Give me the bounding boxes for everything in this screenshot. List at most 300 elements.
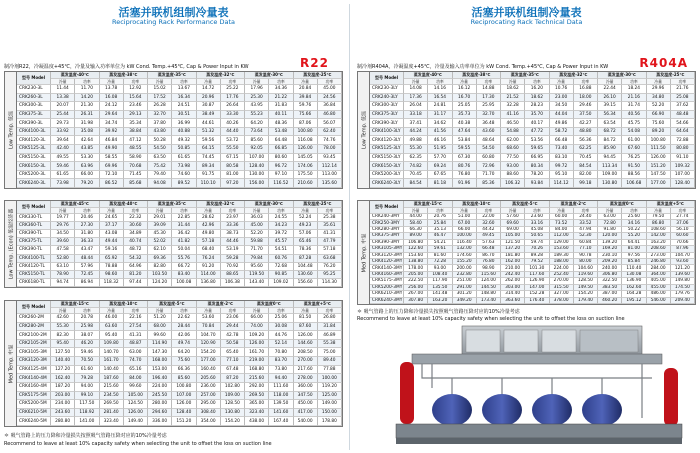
page-title-cn: 活塞并联机组制冷量表: [471, 6, 582, 19]
value-cell: 42.06: [172, 331, 196, 340]
value-cell: 256.00: [404, 285, 428, 291]
value-cell: 22.85: [172, 214, 196, 222]
column-subheader-capacity: 冷量: [100, 308, 124, 314]
value-cell: 57.18: [197, 238, 221, 246]
value-cell: 92.05: [245, 145, 269, 154]
value-cell: 110.40: [622, 265, 646, 271]
value-cell: 66.90: [647, 111, 671, 120]
value-cell: 46.89: [318, 331, 342, 340]
value-cell: 42.96: [197, 222, 221, 230]
value-cell: 48.87: [124, 340, 148, 349]
value-cell: 95.25: [318, 271, 342, 279]
value-cell: 124.50: [124, 400, 148, 409]
value-cell: 540.00: [294, 417, 318, 426]
value-cell: 72.88: [671, 136, 695, 145]
value-cell: 137.20: [501, 246, 525, 252]
column-header-temp: 蒸发温度-40℃: [100, 201, 149, 208]
column-subheader-capacity: 冷量: [148, 308, 172, 314]
column-header-temp: 蒸发温度-32℃: [197, 72, 246, 79]
value-cell: 291.00: [453, 285, 477, 291]
value-cell: 138.80: [404, 259, 428, 265]
value-cell: 153.00: [148, 366, 172, 375]
model-cell: CRK6210-3MY: [372, 291, 403, 297]
value-cell: 40.26: [221, 119, 245, 128]
value-cell: 53.30: [75, 154, 99, 163]
column-header-temp: 蒸发温度-15℃: [51, 301, 100, 308]
column-header-temp: 蒸发温度-2℃: [550, 201, 599, 208]
column-subheader-capacity: 冷量: [598, 208, 622, 214]
value-cell: 68.00: [148, 323, 172, 332]
value-cell: 24.65: [100, 214, 124, 222]
value-cell: 29.73: [51, 119, 75, 128]
value-cell: 75.66: [294, 111, 318, 120]
column-subheader-capacity: 冷量: [197, 208, 221, 214]
value-cell: 61.60: [75, 366, 99, 375]
column-header-model: 型号 Model: [17, 301, 51, 314]
value-cell: 89.20: [647, 128, 671, 137]
value-cell: 364.00: [647, 272, 671, 278]
value-cell: 75.60: [172, 357, 196, 366]
model-cell: CRK300-3LY: [370, 102, 404, 111]
value-cell: 11.44: [51, 85, 75, 94]
value-cell: 104.48: [294, 263, 318, 271]
value-cell: 205.00: [404, 272, 428, 278]
value-cell: 59.61: [428, 246, 452, 252]
value-cell: 114.90: [148, 340, 172, 349]
value-cell: 20.84: [294, 85, 318, 94]
condition-note: 制冷剂R404A，冷凝温度+45℃，冷量及输入功率单位为 kW Cond. Temp.+45℃, Cap & Power Input in KW: [357, 64, 609, 70]
value-cell: 60.80: [477, 154, 501, 163]
value-cell: 22.62: [172, 314, 196, 323]
value-cell: 17.36: [404, 94, 428, 103]
value-cell: 71.45: [124, 171, 148, 180]
value-cell: 34.50: [51, 230, 75, 238]
value-cell: 109.00: [221, 392, 245, 401]
value-cell: 24.12: [100, 102, 124, 111]
value-cell: 48.48: [671, 111, 695, 120]
value-cell: 43.95: [245, 102, 269, 111]
value-cell: 120.00: [598, 233, 622, 239]
column-subheader-power: 功率: [172, 208, 196, 214]
column-header-temp: 蒸发温度+5℃: [294, 301, 343, 308]
value-cell: 79.20: [75, 179, 99, 188]
column-header-temp: 蒸发温度-45℃: [51, 201, 100, 208]
column-header-temp: 蒸发温度-5℃: [501, 201, 550, 208]
value-cell: 94.45: [598, 154, 622, 163]
section-label: [358, 72, 370, 188]
column-subheader-power: 功率: [221, 79, 245, 85]
value-cell: 210.00: [501, 265, 525, 271]
column-subheader-capacity: 冷量: [550, 208, 574, 214]
value-cell: 42.27: [574, 119, 598, 128]
value-cell: 26.28: [148, 102, 172, 111]
value-cell: 47.72: [525, 128, 549, 137]
value-cell: 87.96: [671, 246, 695, 252]
value-cell: 136.90: [622, 278, 646, 284]
value-cell: 72.96: [477, 162, 501, 171]
value-cell: 41.31: [318, 230, 342, 238]
column-header-temp: 蒸发温度-25℃: [294, 201, 343, 208]
value-cell: 70.45: [574, 154, 598, 163]
value-cell: 94.74: [51, 279, 75, 287]
model-cell: CRK375-3MY: [370, 233, 404, 239]
value-cell: 234.00: [51, 400, 75, 409]
value-cell: 44.76: [269, 331, 293, 340]
column-subheader-power: 功率: [172, 79, 196, 85]
value-cell: 73.52: [550, 220, 574, 226]
model-cell: CRK4140-3MY: [372, 265, 403, 271]
section-label-text: Med Temp. 中温: [361, 233, 367, 272]
value-cell: 71.70: [477, 171, 501, 180]
data-grid: [17, 72, 342, 188]
panel-divider: [349, 4, 350, 450]
value-cell: 72.68: [269, 263, 293, 271]
model-cell: CRK4125-4M: [17, 366, 51, 375]
value-cell: 232.80: [453, 272, 477, 278]
value-cell: 24.51: [172, 102, 196, 111]
value-cell: 363.60: [501, 298, 525, 304]
value-cell: 88.60: [501, 171, 525, 180]
value-cell: 97.44: [124, 279, 148, 287]
low-temp-table: [357, 71, 696, 189]
value-cell: 66.36: [172, 366, 196, 375]
value-cell: 68.72: [598, 128, 622, 137]
value-cell: 54.88: [501, 128, 525, 137]
value-cell: 31.98: [75, 119, 99, 128]
value-cell: 113.00: [318, 171, 342, 180]
model-cell: CRK6240-3MY: [372, 297, 403, 303]
value-cell: 22.32: [124, 214, 148, 222]
value-cell: 76.24: [197, 255, 221, 263]
column-subheader-power: 功率: [124, 308, 148, 314]
value-cell: 75.42: [148, 162, 172, 171]
value-cell: 126.90: [525, 278, 549, 284]
value-cell: 243.60: [51, 409, 75, 418]
value-cell: 91.10: [671, 154, 695, 163]
value-cell: 95.10: [550, 171, 574, 180]
value-cell: 12.92: [124, 85, 148, 94]
model-cell: CRK390-3MY: [370, 240, 404, 246]
value-cell: 130.80: [221, 409, 245, 418]
column-header-temp: 蒸发温度-5℃: [148, 301, 197, 308]
model-cell: CRK5200-3L: [17, 171, 51, 180]
value-cell: 86.94: [75, 279, 99, 287]
value-cell: 136.80: [197, 279, 221, 287]
condition-note: 制冷剂R22，冷凝温度+45℃，冷量及输入功率单位为 kW Cond. Temp.+45℃, Cap & Power Input in KW: [4, 64, 249, 70]
value-cell: 27.74: [671, 214, 695, 220]
value-cell: 31.17: [428, 111, 452, 120]
value-cell: 46.16: [428, 136, 452, 145]
value-cell: 50.85: [172, 145, 196, 154]
value-cell: 61.00: [622, 136, 646, 145]
value-cell: 73.64: [245, 128, 269, 137]
value-cell: 64.20: [172, 348, 196, 357]
value-cell: 16.20: [525, 85, 549, 94]
value-cell: 53.56: [525, 136, 549, 145]
value-cell: 36.48: [477, 119, 501, 128]
value-cell: 80.60: [269, 154, 293, 163]
model-cell: CRK260-2M: [17, 314, 51, 323]
value-cell: 76.25: [622, 154, 646, 163]
value-cell: 54.50: [477, 145, 501, 154]
value-cell: 78.36: [294, 246, 318, 254]
value-cell: 91.96: [453, 179, 477, 188]
column-header-temp: 蒸发温度-25℃: [647, 72, 696, 79]
value-cell: 20.07: [51, 102, 75, 111]
value-cell: 130.80: [598, 179, 622, 188]
model-cell: CRK3105-3M: [17, 348, 51, 357]
value-cell: 127.20: [51, 366, 75, 375]
value-cell: 52.02: [148, 238, 172, 246]
value-cell: 139.20: [598, 240, 622, 246]
value-cell: 63.96: [75, 162, 99, 171]
value-cell: 83.40: [172, 271, 196, 279]
value-cell: 72.10: [100, 171, 124, 180]
value-cell: 97.56: [622, 253, 646, 259]
value-cell: 205.60: [197, 374, 221, 383]
value-cell: 61.65: [172, 154, 196, 163]
column-subheader-capacity: 冷量: [501, 79, 525, 85]
value-cell: 37.41: [404, 119, 428, 128]
model-cell: CRK240-3LY: [370, 94, 404, 103]
value-cell: 187.20: [51, 383, 75, 392]
refrigerant-badge: R22: [300, 56, 329, 70]
value-cell: 118.92: [75, 409, 99, 418]
value-cell: 50.22: [622, 227, 646, 233]
value-cell: 35.13: [428, 227, 452, 233]
value-cell: 49.45: [477, 233, 501, 239]
value-cell: 39.92: [100, 128, 124, 137]
value-cell: 113.34: [598, 162, 622, 171]
value-cell: 33.52: [574, 220, 598, 226]
r404a-performance-panel: [353, 0, 700, 453]
value-cell: 72.28: [428, 259, 452, 265]
value-cell: 43.85: [75, 145, 99, 154]
value-cell: 52.14: [269, 340, 293, 349]
model-cell: CRK6210-5M: [17, 409, 51, 418]
value-cell: 29.96: [647, 85, 671, 94]
value-cell: 60.84: [574, 240, 598, 246]
value-cell: 57.18: [318, 246, 342, 254]
value-cell: 25.95: [477, 102, 501, 111]
value-cell: 31.84: [318, 323, 342, 332]
value-cell: 40.88: [172, 128, 196, 137]
column-subheader-power: 功率: [124, 79, 148, 85]
value-cell: 145.05: [294, 154, 318, 163]
value-cell: 94.08: [148, 179, 172, 188]
value-cell: 52.30: [574, 233, 598, 239]
value-cell: 110.10: [197, 179, 221, 188]
value-cell: 57.63: [477, 240, 501, 246]
value-cell: 14.08: [404, 85, 428, 94]
value-cell: 82.80: [148, 263, 172, 271]
column-header-model: 型号 Model: [370, 201, 404, 214]
value-cell: 126.00: [294, 331, 318, 340]
value-cell: 34.62: [428, 119, 452, 128]
column-subheader-capacity: 冷量: [100, 79, 124, 85]
value-cell: 59.55: [453, 145, 477, 154]
value-cell: 103.50: [148, 271, 172, 279]
column-subheader-power: 功率: [574, 79, 598, 85]
value-cell: 306.80: [598, 272, 622, 278]
value-cell: 87.60: [294, 323, 318, 332]
value-cell: 46.00: [100, 314, 124, 323]
value-cell: 58.40: [404, 220, 428, 226]
value-cell: 303.00: [501, 285, 525, 291]
column-subheader-power: 功率: [428, 208, 452, 214]
value-cell: 69.96: [100, 162, 124, 171]
value-cell: 34.50: [550, 102, 574, 111]
value-cell: 32.70: [148, 111, 172, 120]
column-subheader-capacity: 冷量: [647, 79, 671, 85]
column-subheader-power: 功率: [75, 308, 99, 314]
value-cell: 68.60: [501, 145, 525, 154]
value-cell: 29.76: [51, 222, 75, 230]
value-cell: 21.52: [501, 94, 525, 103]
column-header-temp: 蒸发温度-38℃: [100, 72, 149, 79]
med-temp-table: [357, 200, 696, 305]
value-cell: 79.50: [647, 214, 671, 220]
value-cell: 55.30: [51, 323, 75, 332]
value-cell: 83.70: [269, 357, 293, 366]
value-cell: 40.17: [525, 119, 549, 128]
model-cell: CRK330-TL: [17, 214, 51, 222]
value-cell: 53.84: [453, 136, 477, 145]
value-cell: 34.80: [647, 94, 671, 103]
value-cell: 53.48: [269, 128, 293, 137]
value-cell: 94.00: [75, 383, 99, 392]
value-cell: 84.72: [598, 136, 622, 145]
value-cell: 308.40: [197, 409, 221, 418]
value-cell: 99.10: [75, 392, 99, 401]
value-cell: 60.00: [550, 214, 574, 220]
column-subheader-capacity: 冷量: [51, 308, 75, 314]
value-cell: 13.78: [100, 85, 124, 94]
value-cell: 140.40: [100, 366, 124, 375]
value-cell: 11.70: [75, 85, 99, 94]
value-cell: 85.60: [245, 136, 269, 145]
value-cell: 64.20: [245, 119, 269, 128]
value-cell: 51.20: [148, 314, 172, 323]
value-cell: 52.80: [51, 255, 75, 263]
value-cell: 84.00: [550, 227, 574, 233]
value-cell: 44.42: [477, 227, 501, 233]
value-cell: 77.50: [501, 154, 525, 163]
value-cell: 67.48: [221, 366, 245, 375]
value-cell: 49.55: [51, 154, 75, 163]
value-cell: 25.60: [622, 214, 646, 220]
value-cell: 117.90: [428, 278, 452, 284]
value-cell: 55.23: [245, 111, 269, 120]
value-cell: 82.00: [574, 171, 598, 180]
value-cell: 24.81: [428, 102, 452, 111]
value-cell: 54.08: [622, 128, 646, 137]
value-cell: 105.00: [501, 233, 525, 239]
value-cell: 17.52: [148, 94, 172, 103]
value-cell: 96.72: [269, 162, 293, 171]
value-cell: 148.80: [477, 291, 501, 297]
value-cell: 35.08: [75, 128, 99, 137]
value-cell: 77.88: [318, 366, 342, 375]
value-cell: 257.00: [197, 392, 221, 401]
value-cell: 126.00: [172, 400, 196, 409]
value-cell: 79.52: [525, 259, 549, 265]
value-cell: 281.40: [100, 409, 124, 418]
model-cell: CRK4120-3LY: [370, 136, 404, 145]
value-cell: 21.30: [75, 102, 99, 111]
value-cell: 111.60: [269, 383, 293, 392]
value-cell: 117.50: [75, 400, 99, 409]
column-subheader-capacity: 冷量: [404, 79, 428, 85]
column-subheader-power: 功率: [574, 208, 598, 214]
model-cell: CRK4160-3MY: [372, 272, 403, 278]
value-cell: 54.50: [148, 145, 172, 154]
value-cell: 23.97: [221, 214, 245, 222]
value-cell: 119.20: [318, 383, 342, 392]
value-cell: 314.40: [501, 291, 525, 297]
value-cell: 93.84: [525, 179, 549, 188]
value-cell: 20.78: [75, 314, 99, 323]
value-cell: 57.96: [75, 263, 99, 271]
value-cell: 67.15: [221, 154, 245, 163]
column-subheader-power: 功率: [269, 308, 293, 314]
value-cell: 51.32: [197, 128, 221, 137]
value-cell: 128.50: [574, 278, 598, 284]
value-cell: 200.00: [453, 265, 477, 271]
model-cell: CRK250-3MY: [370, 220, 404, 226]
column-subheader-power: 功率: [318, 208, 342, 214]
model-cell: CRK375-3LY: [370, 111, 404, 120]
value-cell: 128.40: [245, 162, 269, 171]
value-cell: 140.70: [100, 348, 124, 357]
value-cell: 164.28: [622, 291, 646, 297]
value-cell: 104.70: [671, 253, 695, 259]
value-cell: 417.00: [294, 409, 318, 418]
value-cell: 25.84: [428, 220, 452, 226]
column-subheader-power: 功率: [671, 208, 695, 214]
value-cell: 16.70: [453, 94, 477, 103]
value-cell: 114.00: [197, 271, 221, 279]
section-label-text: Low Temp. 低温: [361, 111, 367, 149]
column-subheader-capacity: 冷量: [453, 79, 477, 85]
value-cell: 64.96: [124, 263, 148, 271]
model-cell: CRK4120-3MY: [372, 259, 403, 265]
value-cell: 149.50: [574, 285, 598, 291]
value-cell: 162.40: [51, 374, 75, 383]
model-cell: CRK3105-3MY: [372, 246, 403, 252]
value-cell: 67.60: [622, 145, 646, 154]
value-cell: 30.87: [197, 102, 221, 111]
value-cell: 47.12: [124, 136, 148, 145]
value-cell: 38.49: [197, 111, 221, 120]
value-cell: 48.64: [477, 136, 501, 145]
model-cell: CRK4160-4M: [17, 383, 51, 392]
footnote-cn: ＊ 吸气管路上的压力降和冷量损失按照吸气管路压降对应的10%冷量考虑: [357, 309, 520, 315]
value-cell: 127.50: [51, 348, 75, 357]
value-cell: 44.04: [550, 111, 574, 120]
value-cell: 13.38: [51, 94, 75, 103]
model-cell: CRK260-3L: [17, 94, 51, 103]
column-header-temp: 蒸发温度0℃: [598, 201, 647, 208]
value-cell: 47.79: [318, 238, 342, 246]
value-cell: 63.10: [51, 263, 75, 271]
value-cell: 69.36: [148, 255, 172, 263]
low-temp-econ-table: [4, 200, 343, 288]
column-subheader-capacity: 冷量: [245, 208, 269, 214]
value-cell: 25.38: [318, 214, 342, 222]
value-cell: 124.00: [477, 278, 501, 284]
value-cell: 45.00: [245, 222, 269, 230]
